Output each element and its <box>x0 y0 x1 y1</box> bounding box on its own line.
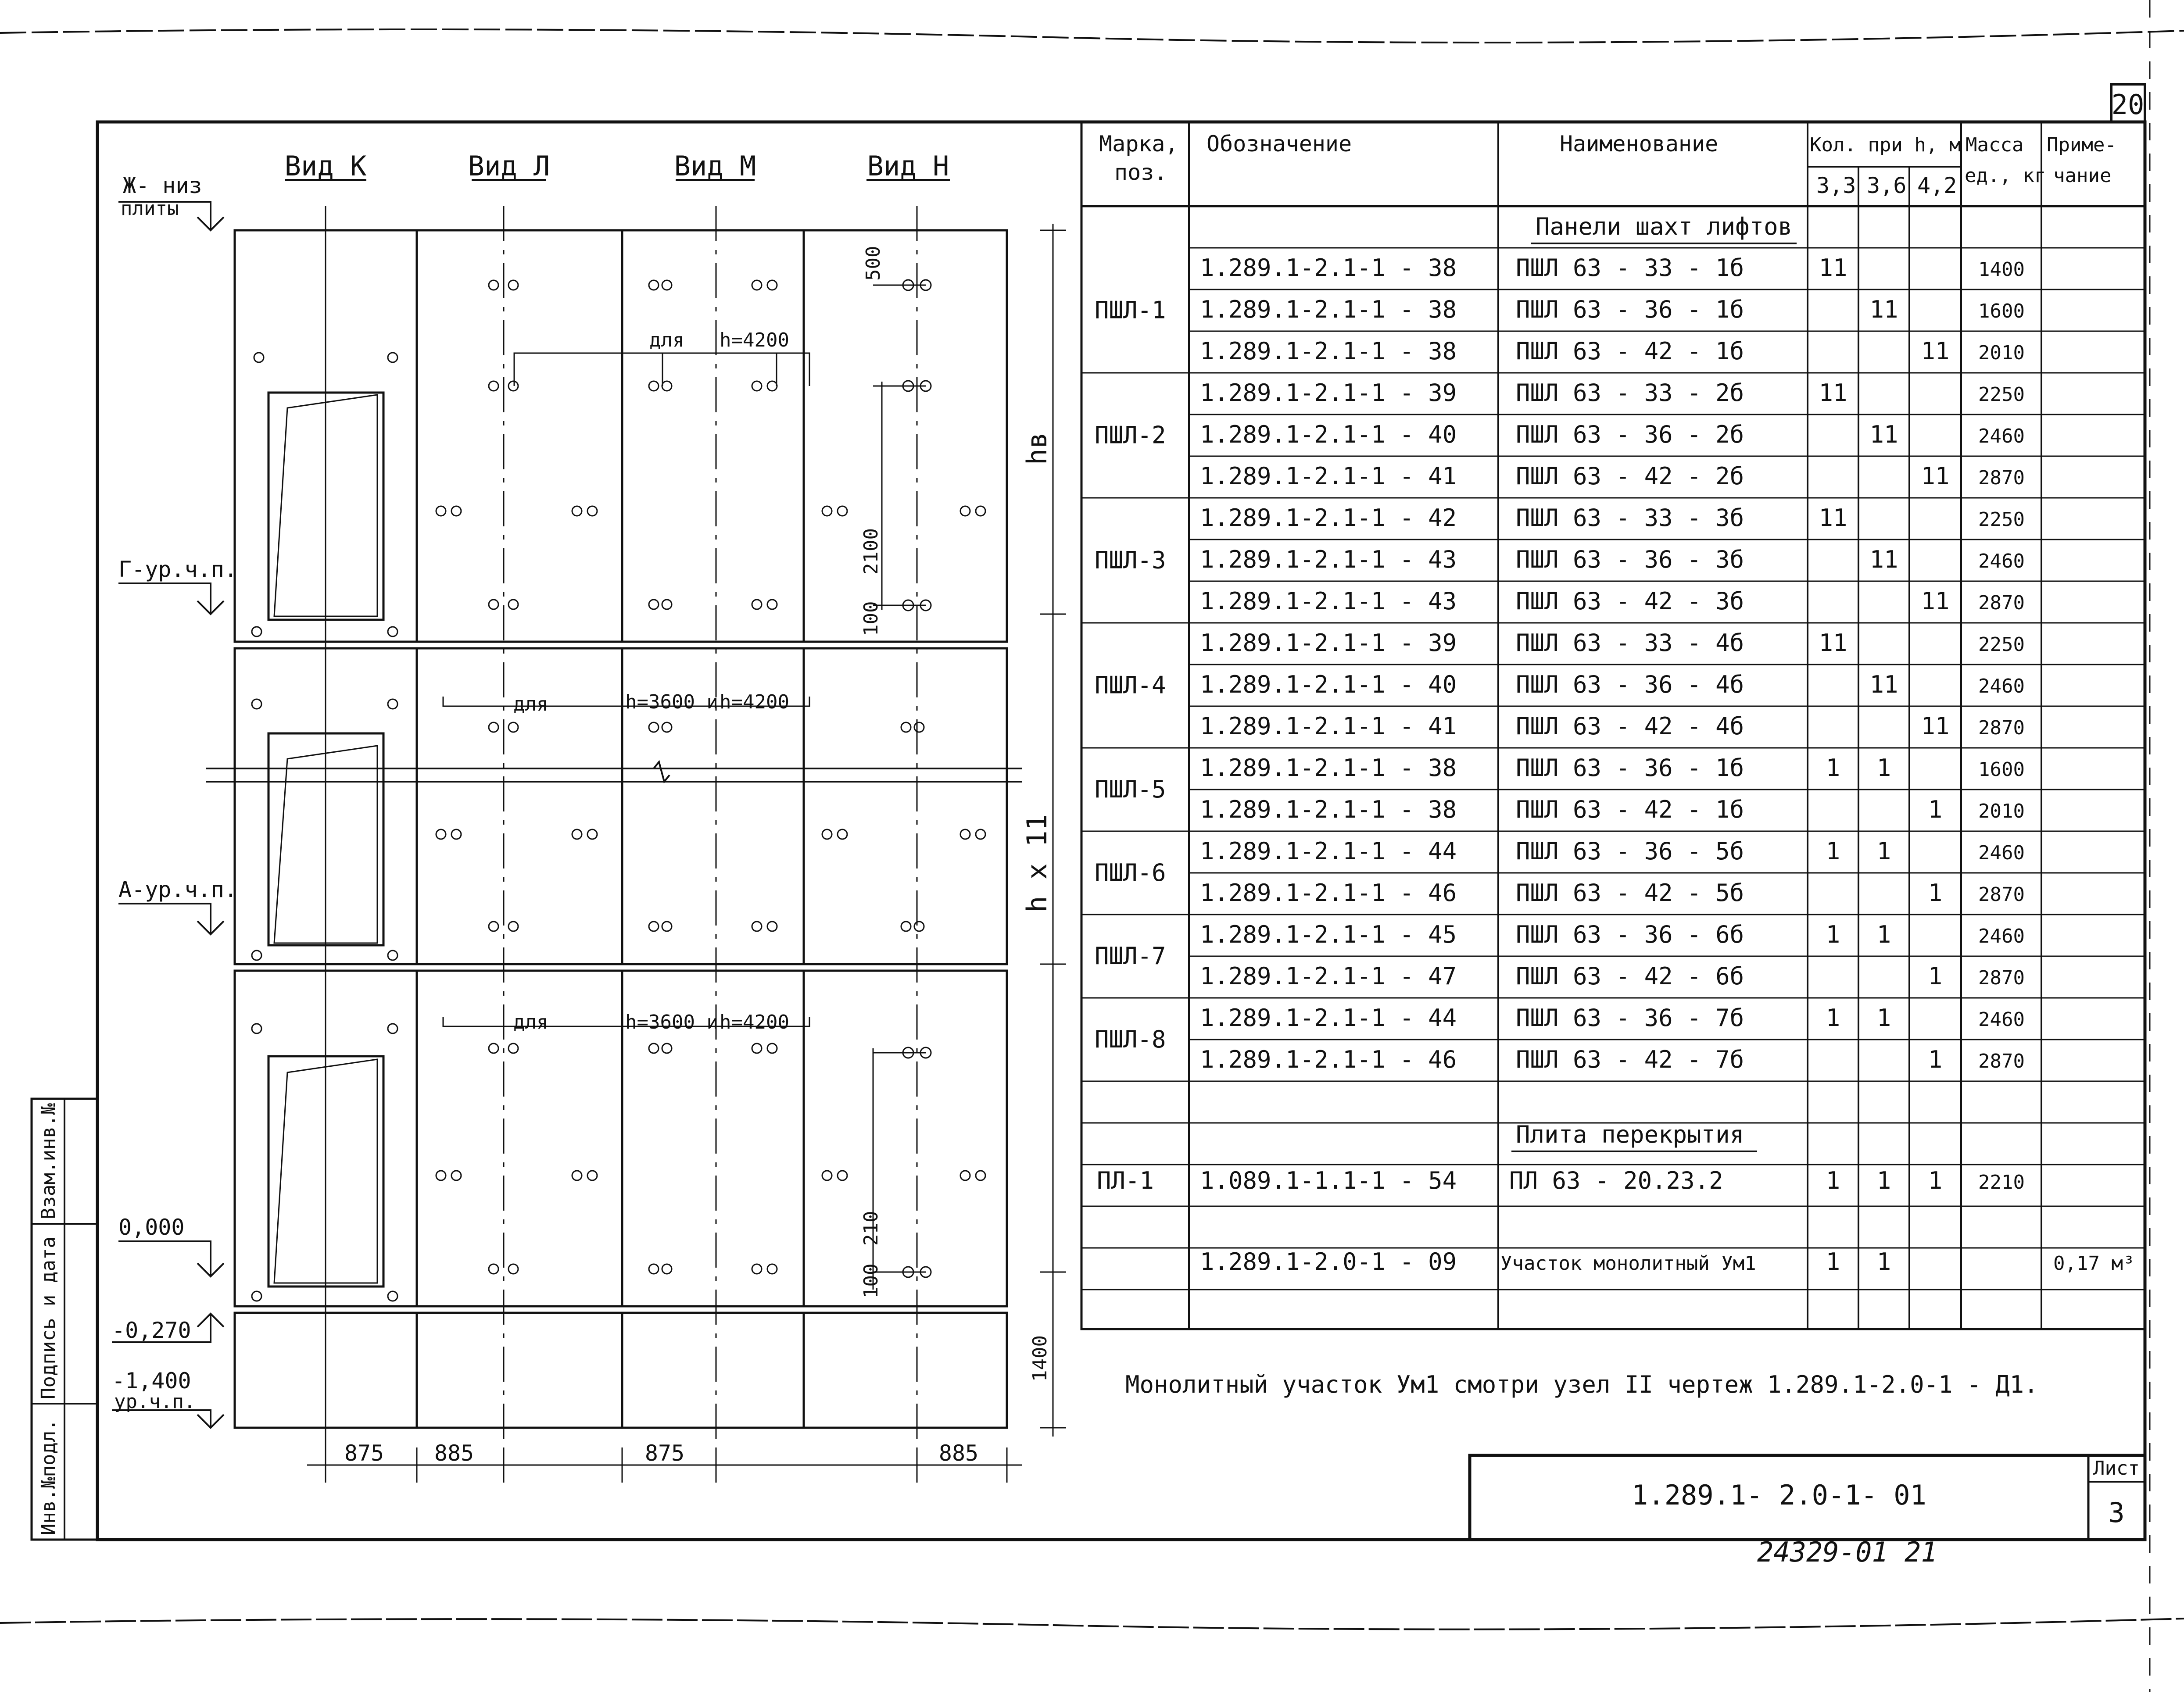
row-name: ПШЛ 63 - 42 - 1б <box>1516 337 1744 365</box>
row-name: ПШЛ 63 - 42 - 3б <box>1516 587 1744 615</box>
row-designation: 1.289.1-2.1-1 - 38 <box>1200 337 1457 365</box>
row-q36: 1 <box>1876 754 1891 782</box>
row-name: ПШЛ 63 - 33 - 3б <box>1516 504 1744 532</box>
row-name: ПШЛ 63 - 36 - 4б <box>1516 671 1744 698</box>
mono-note: 0,17 м³ <box>2053 1252 2135 1275</box>
mono-q33: 1 <box>1826 1248 1840 1276</box>
row-mark: ПШЛ-3 <box>1095 546 1166 574</box>
section-title-panels: Панели шахт лифтов <box>1536 213 1793 240</box>
table-body <box>1095 254 2025 1073</box>
hdr-mark2: поз. <box>1114 160 1167 185</box>
row-designation: 1.289.1-2.1-1 - 43 <box>1200 546 1457 573</box>
label-h4200-1: h=4200 <box>720 329 789 351</box>
dim-1400: 1400 <box>1029 1335 1051 1382</box>
row-mass: 2460 <box>1978 675 2025 697</box>
row-mass: 2460 <box>1978 550 2025 572</box>
pl-name: ПЛ 63 - 20.23.2 <box>1509 1167 1723 1194</box>
level-g: Г-ур.ч.п. <box>118 557 237 582</box>
row-q33: 11 <box>1819 504 1847 532</box>
row-designation: 1.289.1-2.1-1 - 39 <box>1200 629 1457 657</box>
pl-q36: 1 <box>1876 1167 1891 1194</box>
row-name: ПШЛ 63 - 36 - 6б <box>1516 921 1744 948</box>
row-name: ПШЛ 63 - 36 - 5б <box>1516 837 1744 865</box>
row-designation: 1.289.1-2.1-1 - 38 <box>1200 754 1457 782</box>
row-q42: 11 <box>1921 587 1950 615</box>
row-mass: 2870 <box>1978 967 2025 989</box>
hdr-name: Наименование <box>1560 131 1719 157</box>
row-q36: 1 <box>1876 1004 1891 1032</box>
row-q36: 11 <box>1869 296 1898 323</box>
level-zh-bottom: плиты <box>121 197 179 220</box>
row-name: ПШЛ 63 - 36 - 1б <box>1516 754 1744 782</box>
mono-q36: 1 <box>1876 1248 1891 1276</box>
row-mass: 2870 <box>1978 592 2025 614</box>
row-q36: 11 <box>1869 546 1898 573</box>
row-designation: 1.289.1-2.1-1 - 40 <box>1200 421 1457 448</box>
dim-100b: 100 <box>860 1263 882 1298</box>
row-q42: 11 <box>1921 462 1950 490</box>
hdr-mass2: ед., кг <box>1965 164 2046 187</box>
label-h3600-1: h=3600 и <box>625 691 718 713</box>
row-mark: ПШЛ-2 <box>1095 421 1166 449</box>
row-designation: 1.289.1-2.1-1 - 45 <box>1200 921 1457 948</box>
row-designation: 1.289.1-2.1-1 - 43 <box>1200 587 1457 615</box>
row-mass: 2870 <box>1978 467 2025 489</box>
stamp-podpis: Подпись и дата <box>37 1237 60 1399</box>
view-m-label: Вид М <box>674 150 756 182</box>
row-q42: 11 <box>1921 337 1950 365</box>
pl-mark: ПЛ-1 <box>1097 1167 1154 1194</box>
row-mass: 2010 <box>1978 800 2025 822</box>
footnote: Монолитный участок Ум1 смотри узел II чертеж 1.289.1-2.0-1 - Д1. <box>1125 1371 2038 1398</box>
row-mass: 2870 <box>1978 717 2025 739</box>
row-name: ПШЛ 63 - 42 - 4б <box>1516 712 1744 740</box>
dim-210: 210 <box>860 1211 882 1246</box>
pl-q42: 1 <box>1928 1167 1943 1194</box>
row-mark: ПШЛ-4 <box>1095 671 1166 699</box>
label-h3600-2: h=3600 и <box>625 1011 718 1033</box>
view-l-label: Вид Л <box>468 150 550 182</box>
dim-885-a: 885 <box>434 1440 474 1466</box>
row-mass: 2250 <box>1978 508 2025 531</box>
row-name: ПШЛ 63 - 33 - 2б <box>1516 379 1744 407</box>
row-mass: 1400 <box>1978 258 2025 281</box>
title-code: 1.289.1- 2.0-1- 01 <box>1632 1479 1926 1511</box>
hdr-q42: 4,2 <box>1917 173 1957 198</box>
row-mark: ПШЛ-7 <box>1095 942 1166 970</box>
row-designation: 1.289.1-2.1-1 - 40 <box>1200 671 1457 698</box>
row-mass: 1600 <box>1978 758 2025 781</box>
row-mass: 2460 <box>1978 925 2025 947</box>
row-designation: 1.289.1-2.1-1 - 44 <box>1200 1004 1457 1032</box>
mono-designation: 1.289.1-2.0-1 - 09 <box>1200 1248 1457 1276</box>
dim-2100: 2100 <box>860 528 882 575</box>
dim-100a: 100 <box>860 601 882 636</box>
level-m270: -0,270 <box>112 1318 191 1343</box>
row-designation: 1.289.1-2.1-1 - 47 <box>1200 962 1457 990</box>
row-mark: ПШЛ-8 <box>1095 1026 1166 1053</box>
row-mass: 2460 <box>1978 1008 2025 1031</box>
row-mass: 1600 <box>1978 300 2025 322</box>
row-name: ПШЛ 63 - 36 - 1б <box>1516 296 1744 323</box>
row-name: ПШЛ 63 - 42 - 2б <box>1516 462 1744 490</box>
row-designation: 1.289.1-2.1-1 - 46 <box>1200 879 1457 907</box>
label-dlya-3: для <box>513 1011 548 1033</box>
row-mass: 2460 <box>1978 425 2025 447</box>
row-q33: 1 <box>1826 754 1840 782</box>
title-sheet-no: 3 <box>2108 1497 2125 1529</box>
row-q42: 11 <box>1921 712 1950 740</box>
hdr-designation: Обозначение <box>1207 131 1352 157</box>
stamp-inv-podl: Инв.№подл. <box>37 1419 60 1535</box>
view-n-label: Вид Н <box>867 150 949 182</box>
label-dlya-2: для <box>513 693 548 715</box>
row-designation: 1.289.1-2.1-1 - 38 <box>1200 254 1457 282</box>
level-m1400: -1,400 <box>112 1368 191 1394</box>
row-q33: 1 <box>1826 1004 1840 1032</box>
row-name: ПШЛ 63 - 33 - 1б <box>1516 254 1744 282</box>
hdr-note2: чание <box>2053 164 2112 187</box>
level-m1400-sub: ур.ч.п. <box>114 1390 196 1413</box>
label-dlya-1: для <box>649 329 684 351</box>
row-designation: 1.289.1-2.1-1 - 41 <box>1200 462 1457 490</box>
row-name: ПШЛ 63 - 33 - 4б <box>1516 629 1744 657</box>
row-mass: 2460 <box>1978 842 2025 864</box>
level-zh-top: Ж- низ <box>123 173 202 198</box>
view-k-label: Вид К <box>284 150 367 182</box>
row-mass: 2250 <box>1978 633 2025 656</box>
row-mark: ПШЛ-1 <box>1095 296 1166 324</box>
level-zero: 0,000 <box>118 1215 185 1240</box>
row-name: ПШЛ 63 - 36 - 3б <box>1516 546 1744 573</box>
stamp-vzam: Взам.инв.№ <box>37 1103 60 1219</box>
row-designation: 1.289.1-2.1-1 - 38 <box>1200 296 1457 323</box>
dim-hx11: h х 11 <box>1021 814 1053 912</box>
dim-885-b: 885 <box>938 1440 979 1466</box>
title-sheet-label: Лист <box>2093 1457 2140 1480</box>
hdr-mass: Масса <box>1966 134 2024 156</box>
row-name: ПШЛ 63 - 36 - 7б <box>1516 1004 1744 1032</box>
section-title-slab: Плита перекрытия <box>1516 1121 1744 1148</box>
archive-number: 24329-01 21 <box>1757 1536 1937 1568</box>
row-designation: 1.289.1-2.1-1 - 38 <box>1200 796 1457 823</box>
label-h4200-3: h=4200 <box>720 1011 789 1033</box>
row-q33: 11 <box>1819 629 1847 657</box>
pl-designation: 1.089.1-1.1-1 - 54 <box>1200 1167 1457 1194</box>
dim-875-b: 875 <box>644 1440 685 1466</box>
row-mass: 2870 <box>1978 883 2025 906</box>
row-q36: 1 <box>1876 921 1891 948</box>
hdr-note: Приме- <box>2047 134 2116 156</box>
row-name: ПШЛ 63 - 42 - 7б <box>1516 1046 1744 1073</box>
dim-875-a: 875 <box>344 1440 384 1466</box>
mono-name: Участок монолитный Ум1 <box>1500 1252 1756 1275</box>
row-designation: 1.289.1-2.1-1 - 46 <box>1200 1046 1457 1073</box>
row-name: ПШЛ 63 - 42 - 5б <box>1516 879 1744 907</box>
row-name: ПШЛ 63 - 36 - 2б <box>1516 421 1744 448</box>
row-q33: 1 <box>1826 837 1840 865</box>
row-mass: 2870 <box>1978 1050 2025 1072</box>
row-q33: 11 <box>1819 379 1847 407</box>
pl-mass: 2210 <box>1978 1171 2025 1194</box>
row-designation: 1.289.1-2.1-1 - 41 <box>1200 712 1457 740</box>
row-name: ПШЛ 63 - 42 - 1б <box>1516 796 1744 823</box>
row-q33: 1 <box>1826 921 1840 948</box>
row-designation: 1.289.1-2.1-1 - 44 <box>1200 837 1457 865</box>
row-q36: 11 <box>1869 421 1898 448</box>
pl-q33: 1 <box>1826 1167 1840 1194</box>
row-mark: ПШЛ-5 <box>1095 776 1166 803</box>
row-mark: ПШЛ-6 <box>1095 859 1166 886</box>
row-q36: 1 <box>1876 837 1891 865</box>
row-mass: 2010 <box>1978 342 2025 364</box>
dim-500: 500 <box>862 246 884 281</box>
hdr-qty: Кол. при h, м <box>1810 134 1961 156</box>
row-q42: 1 <box>1928 1046 1943 1073</box>
sheet-number-top: 20 <box>2111 89 2145 121</box>
row-mass: 2250 <box>1978 383 2025 406</box>
hdr-q36: 3,6 <box>1867 173 1907 198</box>
row-name: ПШЛ 63 - 42 - 6б <box>1516 962 1744 990</box>
label-h4200-2: h=4200 <box>720 691 789 713</box>
row-designation: 1.289.1-2.1-1 - 39 <box>1200 379 1457 407</box>
row-q36: 11 <box>1869 671 1898 698</box>
dim-hb: hв <box>1021 432 1053 465</box>
row-q42: 1 <box>1928 879 1943 907</box>
row-q42: 1 <box>1928 962 1943 990</box>
row-q42: 1 <box>1928 796 1943 823</box>
level-a: А-ур.ч.п. <box>118 877 237 902</box>
hdr-mark: Марка, <box>1099 131 1178 157</box>
hdr-q33: 3,3 <box>1816 173 1856 198</box>
row-designation: 1.289.1-2.1-1 - 42 <box>1200 504 1457 532</box>
row-q33: 11 <box>1819 254 1847 282</box>
